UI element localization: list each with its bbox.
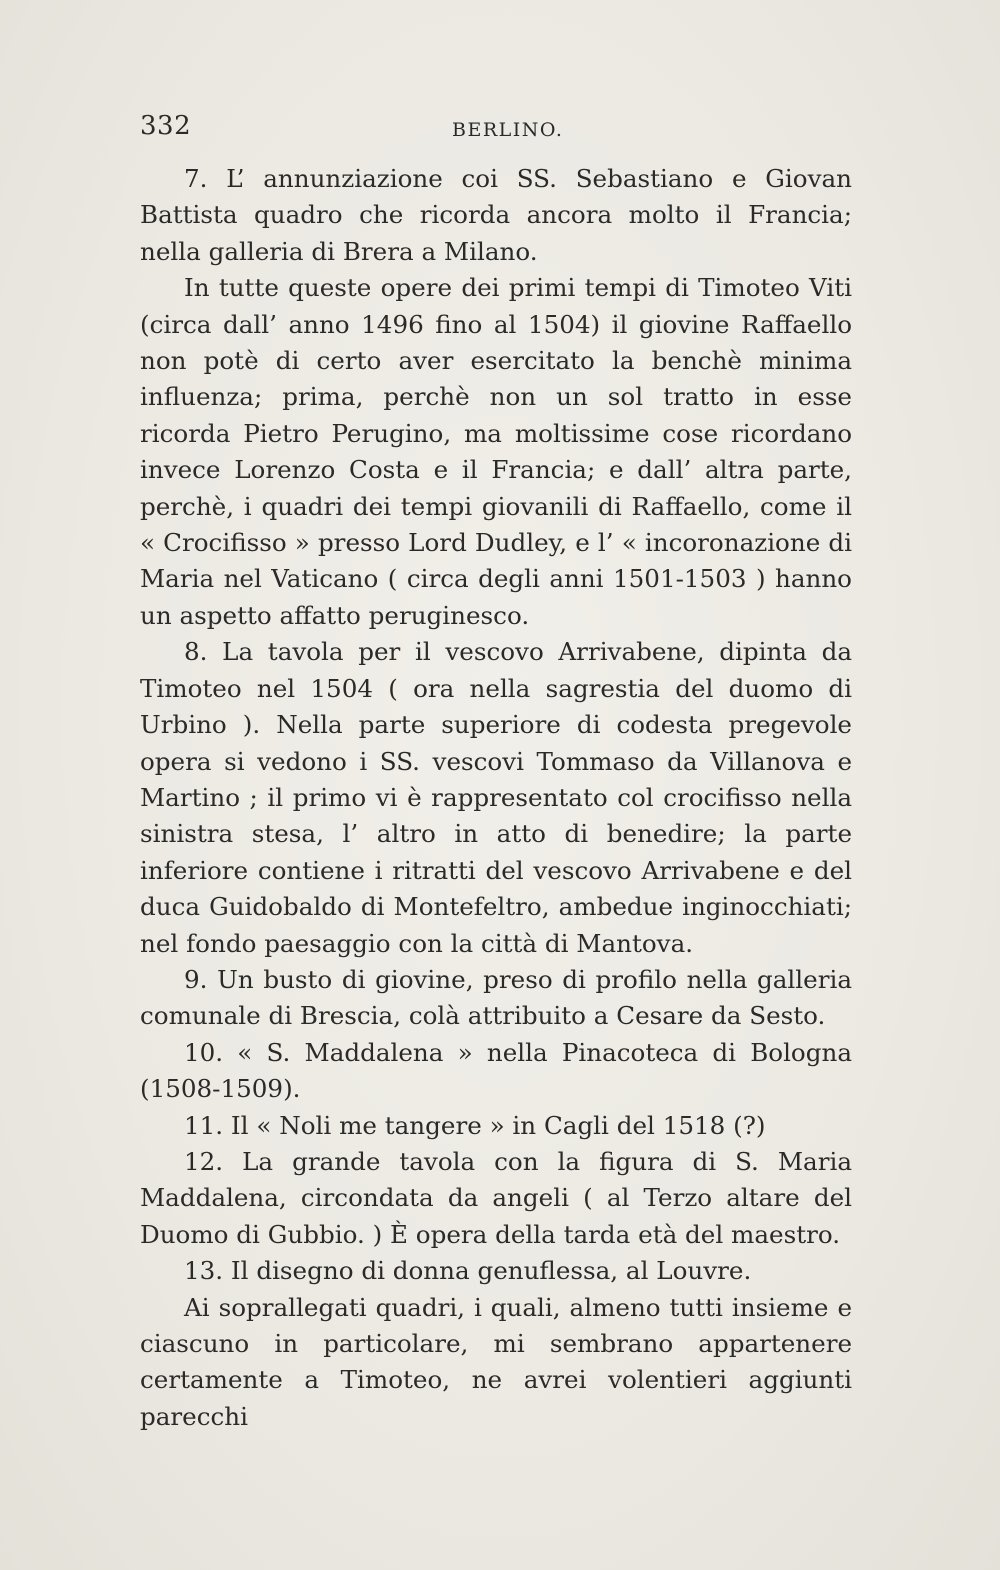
page-header [140, 104, 855, 148]
paragraph-item-13: 13. Il disegno di donna genuflessa, al Louvre. [184, 1256, 752, 1286]
paragraph-item-12: 12. La grande tavola con la figura di S. Maria Maddalena, circondata da angeli ( al Terzo altare del Duomo di Gubbio. ) È opera della tarda età del maestro. [140, 1146, 852, 1249]
paragraph-timoteo-viti: In tutte queste opere dei primi tempi di Timoteo Viti (circa dall’ anno 1496 fino al 1504) il giovine Raffaello non potè di certo aver esercitato la benchè minima influenza; prima, perchè non un sol tratto in esse ricorda Pietro Perugino, ma moltissime cose ricordano invece Lorenzo Costa e il Francia; e dall’ altra parte, perchè, i quadri dei tempi giovanili di Raffaello, come il « Crocifisso » presso Lord Dudley, e l’ « incoronazione di Maria nel Vaticano ( circa degli anni 1501-1503 ) hanno un aspetto affatto peruginesco. [140, 273, 852, 630]
page-number: 332 [140, 111, 192, 141]
paragraph-item-7: 7. L’ annunziazione coi SS. Sebastiano e Giovan Battista quadro che ricorda ancora molto il Francia; nella galleria di Brera a Milano. [140, 164, 852, 266]
paragraph-closing: Ai soprallegati quadri, i quali, almeno tutti insieme e ciascuno in particolare, mi sembrano appartenere certamente a Timoteo, ne avrei volentieri aggiunti parecchi [140, 1292, 852, 1431]
paragraph-item-10: 10. « S. Maddalena » nella Pinacoteca di Bologna (1508-1509). [140, 1037, 852, 1104]
paragraph-item-8: 8. La tavola per il vescovo Arrivabene, dipinta da Timoteo nel 1504 ( ora nella sagrestia del duomo di Urbino ). Nella parte superiore di codesta pregevole opera si vedono i SS. vescovi Tommaso da Villanova e Martino ; il primo vi è rappresentato col crocifisso nella sinistra stesa, l’ altro in atto di benedire; la parte inferiore contiene i ritratti del vescovo Arrivabene e del duca Guidobaldo di Montefeltro, ambedue inginocchiati; nel fondo paesaggio con la città di Mantova. [140, 637, 852, 958]
paragraph-item-11: 11. Il « Noli me tangere » in Cagli del 1518 (?) [184, 1110, 766, 1140]
running-head: BERLINO. [452, 119, 564, 141]
body-text [140, 161, 852, 1435]
paragraph-item-9: 9. Un busto di giovine, preso di profilo nella galleria comunale di Brescia, colà attribuito a Cesare da Sesto. [140, 964, 852, 1031]
